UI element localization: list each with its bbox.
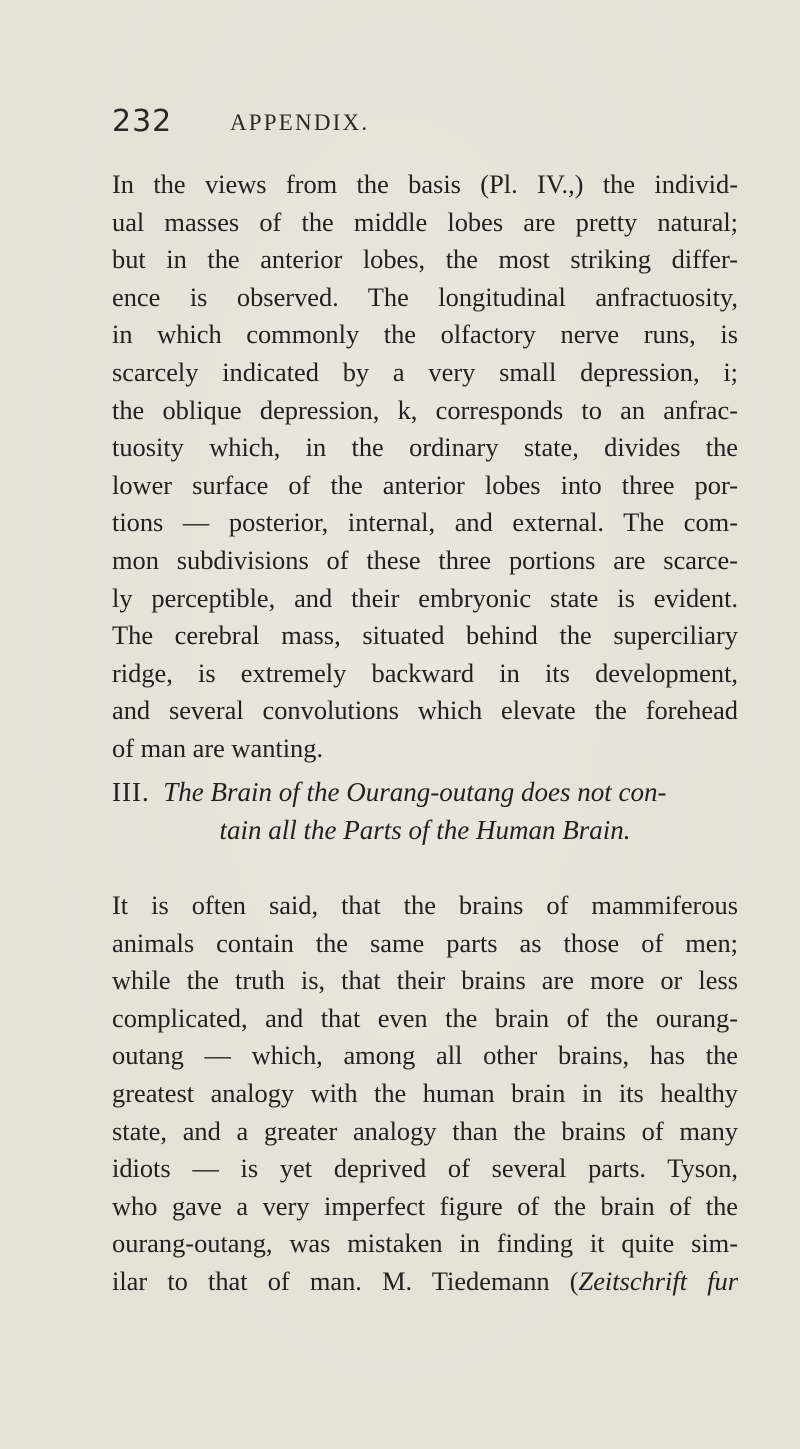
text-line: ly perceptible, and their embryonic state is evident. [112, 582, 738, 613]
page-number: 232 [112, 104, 173, 139]
text-line: and several convolutions which elevate the forehead [112, 695, 738, 726]
text-line: tions — posterior, internal, and external. The com- [112, 507, 738, 538]
text-line: outang — which, among all other brains, has the [112, 1040, 738, 1071]
text-line: idiots — is yet deprived of several parts. Tyson, [112, 1153, 738, 1184]
text-line: in which commonly the olfactory nerve runs, is [112, 319, 738, 350]
text-line-italic: Zeitschrift fur [578, 1265, 738, 1296]
text-line: of man are wanting. [112, 732, 324, 763]
text-line: while the truth is, that their brains are more or less [112, 965, 738, 996]
text-line-last [112, 1263, 738, 1301]
running-head [112, 104, 732, 144]
paragraph-1 [112, 166, 738, 768]
text-line: In the views from the basis (Pl. IV.,) the individ- [112, 169, 738, 199]
text-line: tuosity which, in the ordinary state, divides the [112, 432, 738, 463]
text-line: the oblique depression, k, corresponds to an anfrac- [112, 394, 738, 425]
section-heading [112, 773, 738, 849]
text-line: greatest analogy with the human brain in its healthy [112, 1077, 738, 1108]
paragraph-2 [112, 887, 738, 1301]
text-line: lower surface of the anterior lobes into three por- [112, 469, 738, 500]
text-line: The cerebral mass, situated behind the superciliary [112, 620, 738, 651]
text-line: ridge, is extremely backward in its development, [112, 657, 738, 688]
heading-line-2: tain all the Parts of the Human Brain. [219, 815, 631, 845]
text-line: animals contain the same parts as those of men; [112, 927, 738, 958]
text-line: state, and a greater analogy than the brains of many [112, 1115, 738, 1146]
text-line: scarcely indicated by a very small depression, i; [112, 356, 738, 387]
text-line: ence is observed. The longitudinal anfractuosity, [112, 281, 738, 312]
text-line: mon subdivisions of these three portions are scarce- [112, 544, 738, 575]
text-line: but in the anterior lobes, the most striking differ- [112, 244, 738, 275]
text-line: It is often said, that the brains of mammiferous [112, 890, 738, 920]
text-line: who gave a very imperfect figure of the brain of the [112, 1190, 738, 1221]
text-line: complicated, and that even the brain of the ourang- [112, 1002, 738, 1033]
text-line: ual masses of the middle lobes are pretty natural; [112, 206, 738, 237]
text-line-prefix: ilar to that of man. M. Tiedemann ( [112, 1265, 579, 1296]
running-title: APPENDIX. [230, 110, 370, 135]
heading-line-1 [112, 773, 738, 811]
text-line: ourang-outang, was mistaken in finding it quite sim- [112, 1228, 738, 1259]
heading-text-1: The Brain of the Ourang-outang does not con- [163, 777, 667, 807]
section-number: III. [112, 777, 150, 807]
